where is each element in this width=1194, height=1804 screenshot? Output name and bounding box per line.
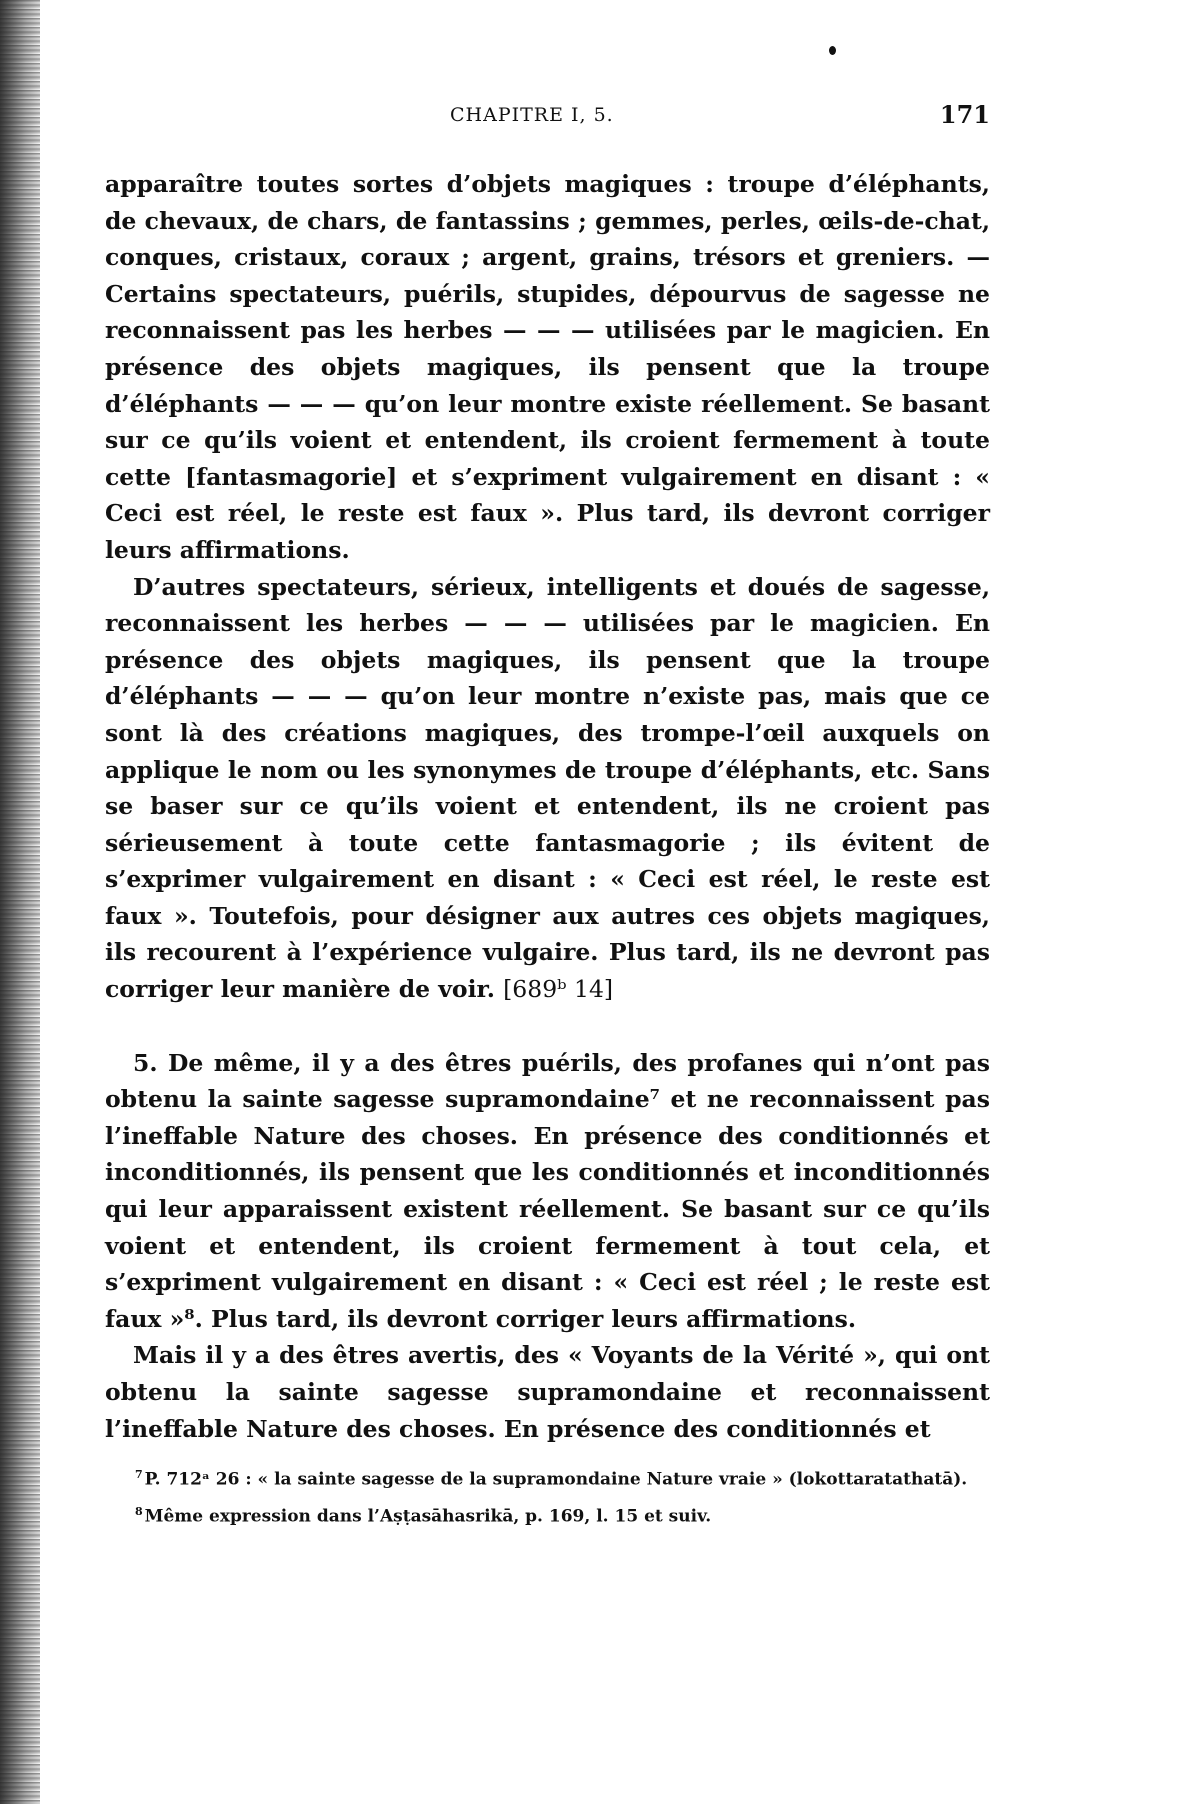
footnote-text: P. 712ᵃ 26 : « la sainte sagesse de la supramondaine Nature vraie » (lokottaratathatā). (144, 1469, 968, 1490)
paragraph-text: D’autres spectateurs, sérieux, intelligents et doués de sagesse, reconnaissent les herbes — — — utilisées par le magicien. En présence des objets magiques, ils pensent que la troupe d’éléphants — — — qu’on leur montre n’existe pas, mais que ce sont là des créations magiques, des trompe-l’œil auxquels on applique le nom ou les synonymes de troupe d’éléphants, etc. Sans se baser sur ce qu’ils voient et entendent, ils ne croient pas sérieusement à toute cette fantasmagorie ; ils évitent de s’exprimer vulgairement en disant : « Ceci est réel, le reste est faux ». Toutefois, pour désigner aux autres ces objets magiques, ils recourent à l’expérience vulgaire. Plus tard, ils ne devront pas corriger leur manière de voir. (105, 572, 990, 1004)
source-reference: [689ᵇ 14] (503, 975, 614, 1004)
footnote (135, 1460, 990, 1495)
page-binding-edge (0, 0, 40, 1804)
footnote-text: Même expression dans l’Aṣṭasāhasrikā, p. 169, l. 15 et suiv. (144, 1506, 712, 1527)
main-text (105, 166, 990, 1447)
section-gap (105, 1008, 990, 1045)
footnote-label: 8 (135, 1504, 143, 1518)
running-head (110, 100, 990, 140)
ink-spot (829, 46, 836, 55)
page-number: 171 (939, 100, 990, 129)
paragraph (105, 569, 990, 1008)
paragraph-continued: apparaître toutes sortes d’objets magiques : troupe d’éléphants, de chevaux, de chars, de fantassins ; gemmes, perles, œils-de-chat, conques, cristaux, coraux ; argent, grains, trésors et greniers. — Certains spectateurs, puérils, stupides, dépourvus de sagesse ne reconnaissent pas les herbes — — — utilisées par le magicien. En présence des objets magiques, ils pensent que la troupe d’éléphants — — — qu’on leur montre existe réellement. Se basant sur ce qu’ils voient et entendent, ils croient fermement à toute cette [fantasmagorie] et s’expriment vulgairement en disant : « Ceci est réel, le reste est faux ». Plus tard, ils devront corriger leurs affirmations. (105, 170, 990, 564)
footnote-label: 7 (135, 1468, 143, 1481)
running-title: CHAPITRE I, 5. (450, 104, 614, 126)
footnotes (135, 1460, 990, 1531)
paragraph: Mais il y a des êtres avertis, des « Voyants de la Vérité », qui ont obtenu la sainte sagesse supramondaine et reconnaissent l’ineffable Nature des choses. En présence des conditionnés et (105, 1341, 990, 1443)
section-paragraph: 5. De même, il y a des êtres puérils, des profanes qui n’ont pas obtenu la sainte sagesse supramondaine⁷ et ne reconnaissent pas l’ineffable Nature des choses. En présence des conditionnés et inconditionnés, ils pensent que les conditionnés et inconditionnés qui leur apparaissent existent réellement. Se basant sur ce qu’ils voient et entendent, ils croient fermement à tout cela, et s’expriment vulgairement en disant : « Ceci est réel ; le reste est faux »⁸. Plus tard, ils devront corriger leurs affirmations. (105, 1048, 990, 1333)
footnote (135, 1497, 990, 1532)
